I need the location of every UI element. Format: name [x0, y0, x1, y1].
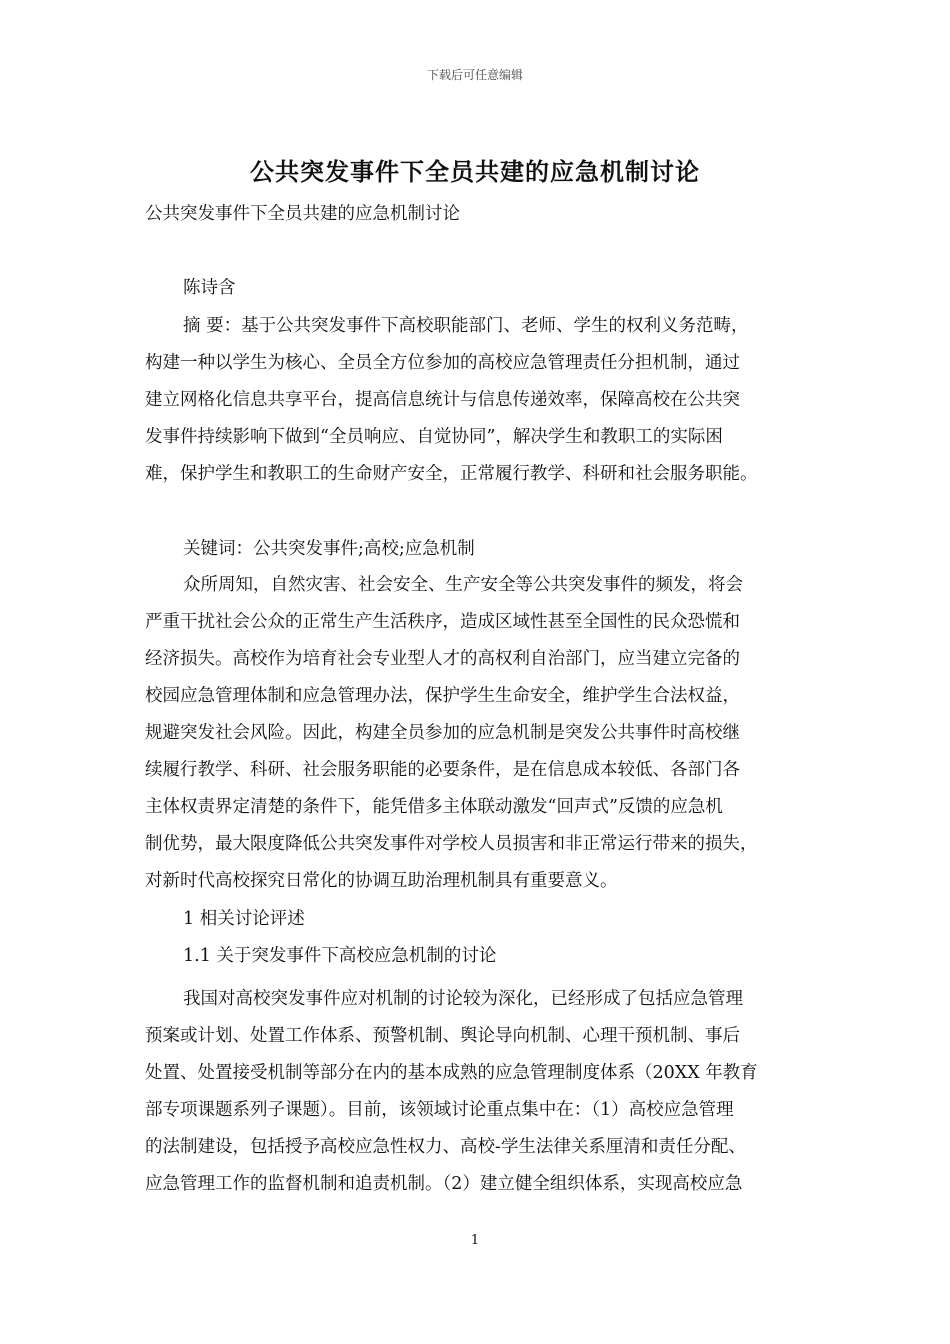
paragraph-line: 的法制建设，包括授予高校应急性权力、高校-学生法律关系厘清和责任分配、	[145, 1137, 746, 1157]
paragraph-line: 应急管理工作的监督机制和追责机制。（2）建立健全组织体系，实现高校应急	[145, 1174, 743, 1194]
abstract	[145, 308, 825, 493]
subtitle-line: 公共突发事件下全员共建的应急机制讨论	[145, 204, 460, 224]
paragraph-line: 对新时代高校探究日常化的协调互助治理机制具有重要意义。	[145, 871, 618, 891]
abstract-line: 摘 要：基于公共突发事件下高校职能部门、老师、学生的权利义务范畴，	[183, 316, 749, 336]
paragraph-line: 经济损失。高校作为培育社会专业型人才的高权利自治部门，应当建立完备的	[145, 649, 740, 669]
paragraph-line: 续履行教学、科研、社会服务职能的必要条件，是在信息成本较低、各部门各	[145, 760, 740, 780]
author-name: 陈诗含	[183, 278, 236, 298]
paragraph-line: 主体权责界定清楚的条件下，能凭借多主体联动激发“回声式”反馈的应急机	[145, 797, 723, 817]
subtitle	[145, 196, 825, 233]
intro-paragraph	[145, 567, 825, 900]
paragraph-line: 规避突发社会风险。因此，构建全员参加的应急机制是突发公共事件时高校继	[145, 723, 740, 743]
paragraph-line: 处置、处置接受机制等部分在内的基本成熟的应急管理制度体系（20XX 年教育	[145, 1063, 758, 1083]
author	[145, 270, 825, 307]
keywords-line: 关键词：公共突发事件;高校;应急机制	[183, 539, 475, 559]
keywords	[145, 531, 825, 568]
abstract-line: 难，保护学生和教职工的生命财产安全，正常履行教学、科研和社会服务职能。	[145, 464, 758, 484]
section-heading: 1 相关讨论评述	[183, 909, 305, 929]
paragraph-line: 预案或计划、处置工作体系、预警机制、舆论导向机制、心理干预机制、事后	[145, 1026, 740, 1046]
paragraph-line: 众所周知，自然灾害、社会安全、生产安全等公共突发事件的频发，将会	[183, 575, 743, 595]
paragraph-line: 校园应急管理体制和应急管理办法，保护学生生命安全，维护学生合法权益，	[145, 686, 740, 706]
subsection-heading: 1.1 关于突发事件下高校应急机制的讨论	[183, 946, 497, 966]
paragraph-line: 我国对高校突发事件应对机制的讨论较为深化，已经形成了包括应急管理	[183, 989, 743, 1009]
section-headings	[145, 901, 825, 975]
abstract-line: 发事件持续影响下做到“全员响应、自觉协同”，解决学生和教职工的实际困	[145, 427, 723, 447]
paragraph-line: 部专项课题系列子课题）。目前，该领域讨论重点集中在：（1）高校应急管理	[145, 1100, 734, 1120]
paragraph-line: 严重干扰社会公众的正常生产生活秩序，造成区域性甚至全国性的民众恐慌和	[145, 612, 740, 632]
section-paragraph	[145, 981, 825, 1203]
document-title: 公共突发事件下全员共建的应急机制讨论	[250, 158, 700, 186]
abstract-line: 构建一种以学生为核心、全员全方位参加的高校应急管理责任分担机制，通过	[145, 353, 740, 373]
abstract-line: 建立网格化信息共享平台，提高信息统计与信息传递效率，保障高校在公共突	[145, 390, 740, 410]
page-number: 1	[470, 1233, 480, 1248]
header-note: 下载后可任意编辑	[426, 68, 523, 82]
paragraph-line: 制优势，最大限度降低公共突发事件对学校人员损害和非正常运行带来的损失，	[145, 834, 758, 854]
